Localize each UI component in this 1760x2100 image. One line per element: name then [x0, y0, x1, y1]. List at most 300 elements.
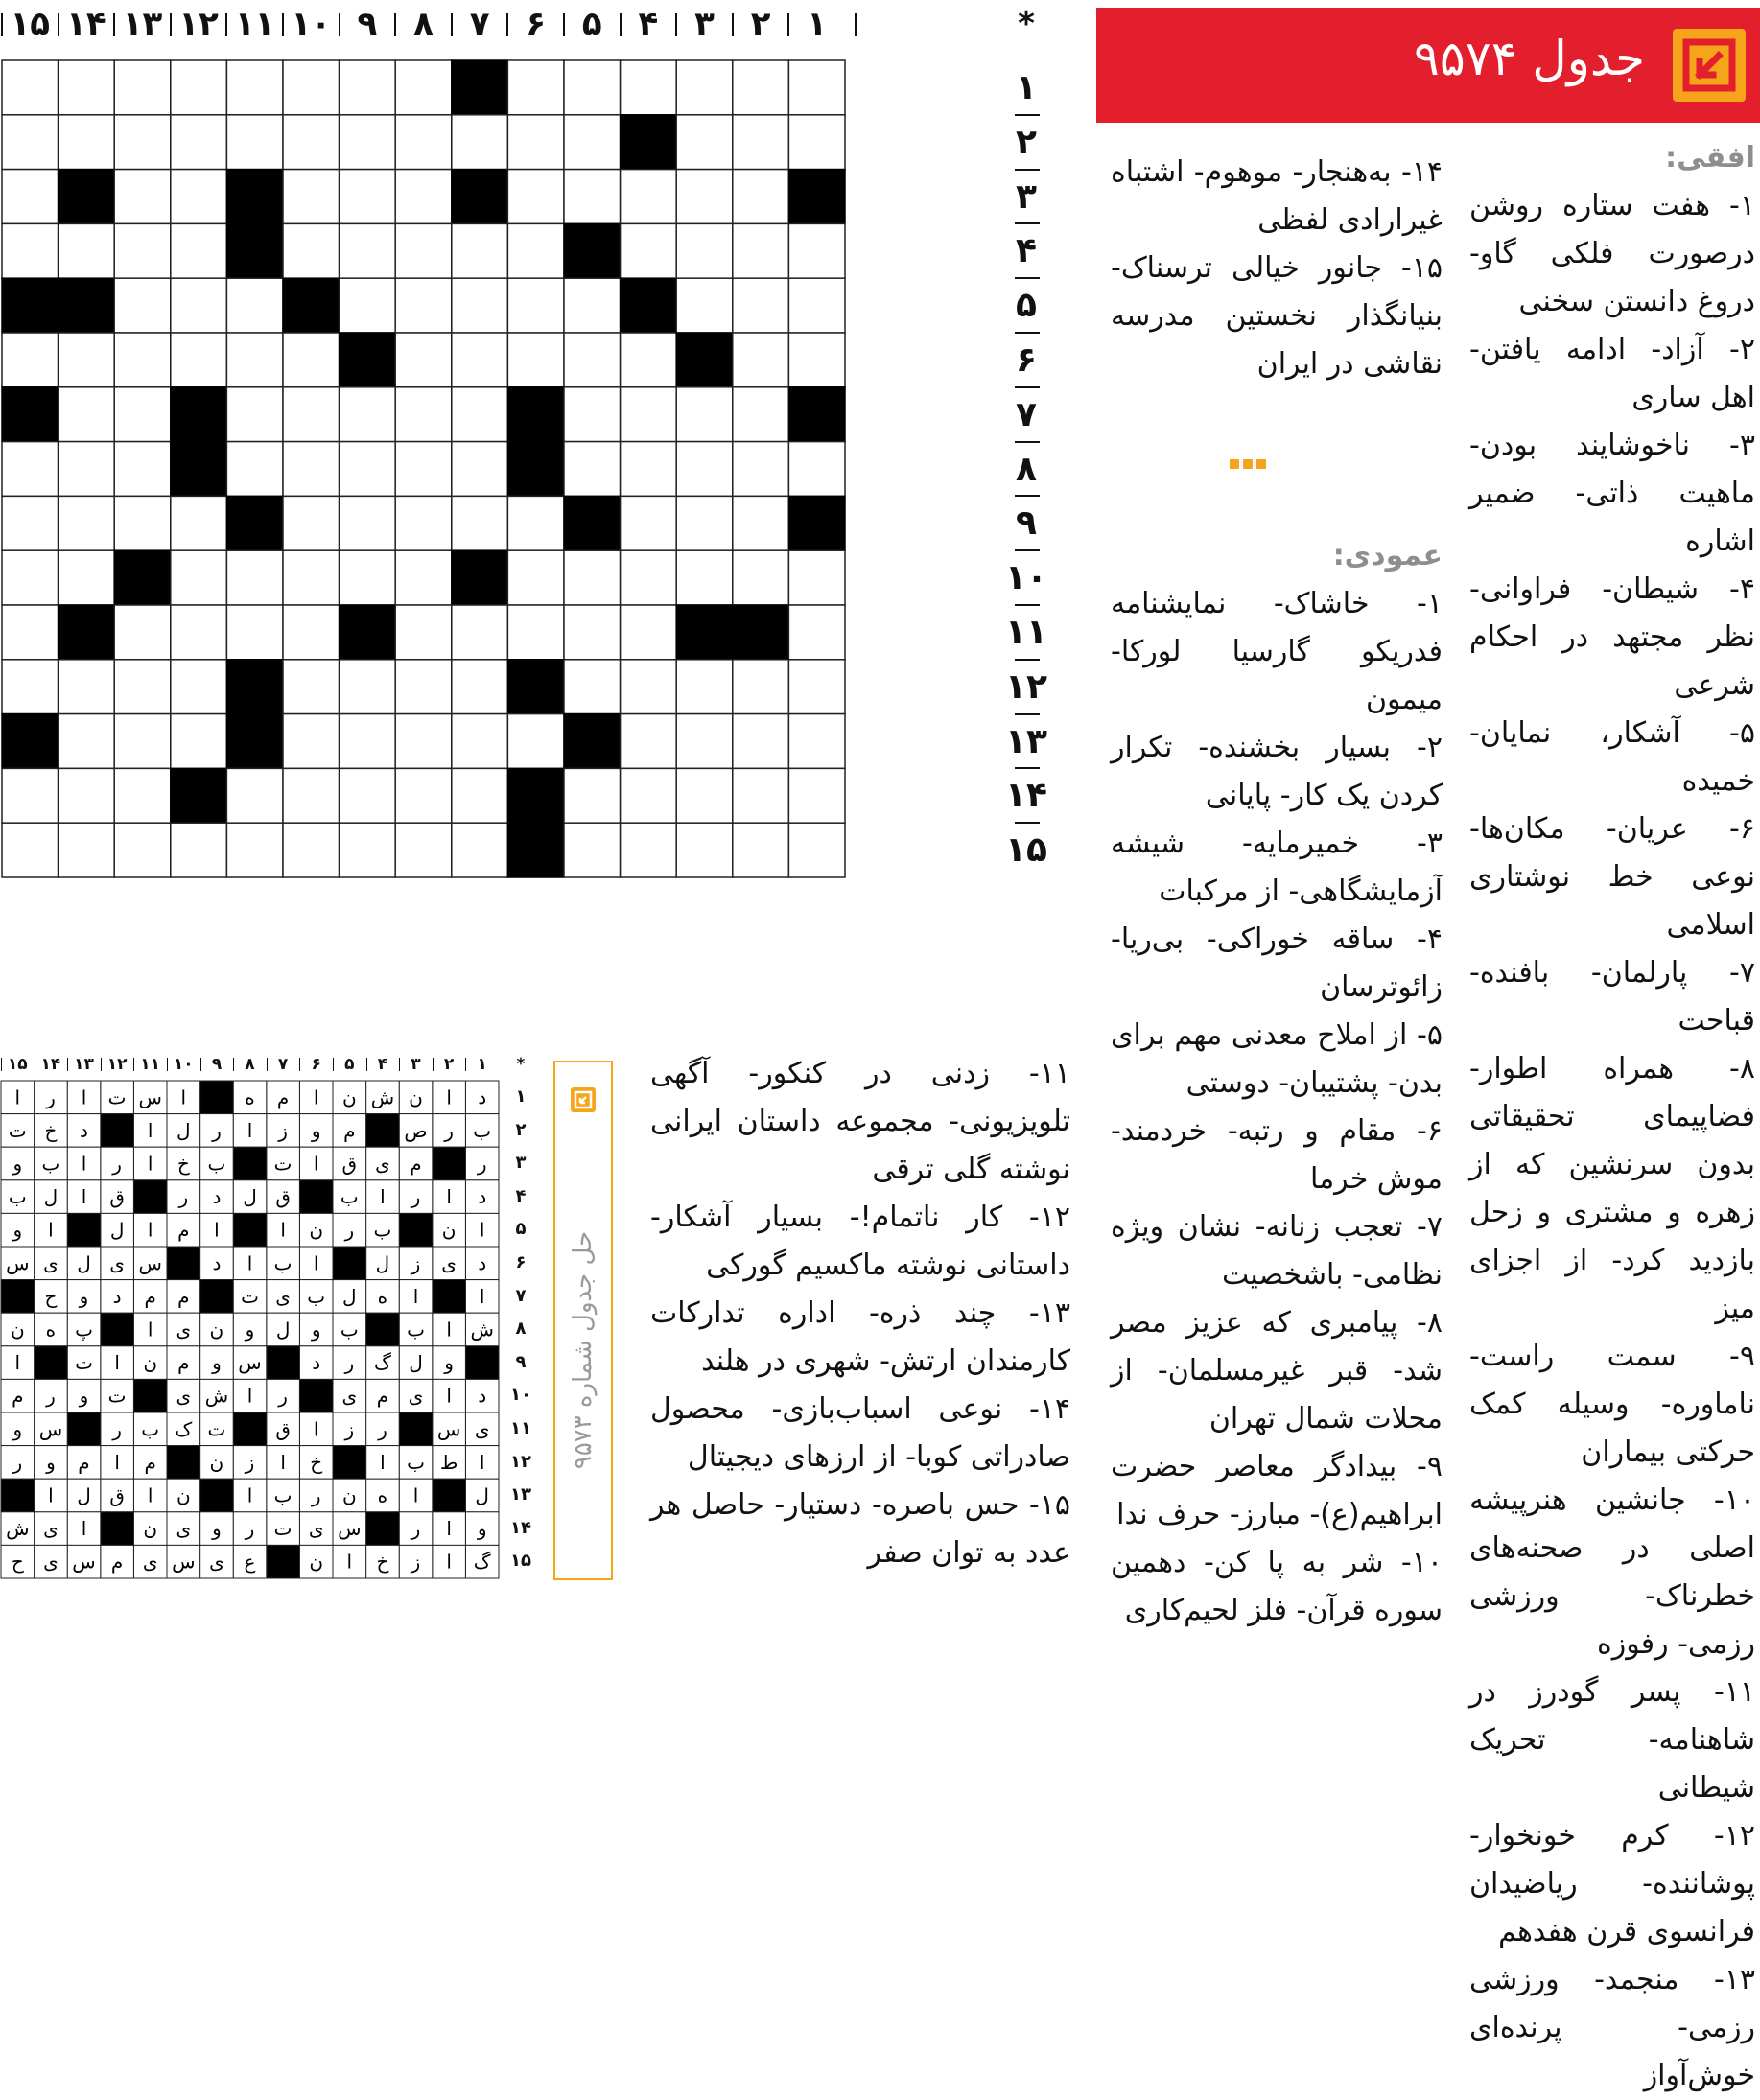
grid-cell[interactable]	[2, 115, 59, 170]
grid-cell[interactable]	[171, 496, 227, 550]
grid-cell[interactable]	[788, 768, 845, 823]
grid-cell[interactable]	[452, 496, 508, 550]
solution-letter: ا	[479, 1450, 485, 1474]
grid-cell[interactable]	[395, 496, 452, 550]
solution-letter: ا	[479, 1218, 485, 1242]
grid-cell[interactable]	[171, 550, 227, 605]
solution-black-cell	[67, 1213, 101, 1247]
grid-cell[interactable]	[395, 387, 452, 442]
black-cell	[564, 496, 621, 550]
solution-letter: و	[12, 1417, 23, 1441]
grid-cell[interactable]	[340, 223, 396, 278]
grid-cell[interactable]	[621, 768, 677, 823]
solution-letter: ا	[180, 1085, 187, 1109]
row-number: ۱۲	[1005, 666, 1047, 707]
grid-cell[interactable]	[452, 660, 508, 714]
grid-cell[interactable]	[676, 115, 733, 170]
column-number-header	[0, 0, 1045, 48]
column-number: ۱۵	[10, 5, 51, 43]
grid-cell[interactable]	[226, 768, 283, 823]
grid-cell[interactable]	[171, 333, 227, 387]
grid-cell[interactable]	[395, 768, 452, 823]
grid-cell[interactable]	[340, 714, 396, 769]
grid-cell[interactable]	[283, 333, 340, 387]
grid-cell[interactable]	[621, 442, 677, 497]
solution-letter: ا	[380, 1185, 386, 1209]
solution-letter: ا	[446, 1517, 452, 1541]
grid-cell[interactable]	[59, 223, 115, 278]
horizontal-clue: ۱۴- به‌هنجار- موهوم- اشتباه غیرارادی لفظی	[1111, 155, 1443, 237]
grid-cell[interactable]	[283, 115, 340, 170]
grid-cell[interactable]	[340, 823, 396, 877]
column-separator	[787, 13, 789, 36]
grid-cell[interactable]	[452, 442, 508, 497]
grid-cell[interactable]	[564, 115, 621, 170]
solution-black-cell	[299, 1379, 333, 1412]
solution-letter: خ	[376, 1550, 389, 1574]
grid-cell[interactable]	[621, 823, 677, 877]
grid-cell[interactable]	[59, 550, 115, 605]
grid-cell[interactable]	[395, 823, 452, 877]
grid-cell[interactable]	[114, 170, 171, 224]
solution-letter: و	[79, 1384, 89, 1408]
solution-column-number: ۱۰	[173, 1055, 194, 1074]
row-separator	[1015, 277, 1040, 279]
grid-cell[interactable]	[564, 442, 621, 497]
grid-cell[interactable]	[2, 605, 59, 660]
grid-cell[interactable]	[59, 60, 115, 115]
grid-cell[interactable]	[452, 115, 508, 170]
grid-cell[interactable]	[621, 223, 677, 278]
solution-letter: ا	[380, 1450, 386, 1474]
grid-cell[interactable]	[395, 115, 452, 170]
black-cell	[114, 550, 171, 605]
grid-cell[interactable]	[564, 660, 621, 714]
grid-cell[interactable]	[114, 442, 171, 497]
solution-letter: ا	[14, 1351, 21, 1375]
solution-letter: ا	[147, 1318, 153, 1342]
grid-cell[interactable]	[395, 333, 452, 387]
grid-cell[interactable]	[452, 278, 508, 333]
solution-column-number: ۱۴	[40, 1055, 61, 1074]
column-separator	[167, 1058, 168, 1071]
solution-letter: ا	[446, 1550, 452, 1574]
grid-cell[interactable]	[676, 660, 733, 714]
grid-cell[interactable]	[340, 115, 396, 170]
grid-cell[interactable]	[507, 60, 564, 115]
solution-letter: ز	[344, 1417, 355, 1441]
grid-cell[interactable]	[114, 714, 171, 769]
grid-cell[interactable]	[2, 442, 59, 497]
grid-cell[interactable]	[283, 223, 340, 278]
separator-dots	[1230, 455, 1270, 473]
grid-cell[interactable]	[788, 278, 845, 333]
grid-cell[interactable]	[621, 496, 677, 550]
grid-cell[interactable]	[788, 660, 845, 714]
solution-letter: ب	[307, 1284, 326, 1308]
grid-cell[interactable]	[283, 660, 340, 714]
grid-cell[interactable]	[676, 823, 733, 877]
grid-cell[interactable]	[452, 714, 508, 769]
horizontal-clue: ۱۲- کرم خونخوار- پوشاننده- ریاضیدان فرانسوی قرن هفدهم	[1469, 1819, 1755, 1948]
grid-cell[interactable]	[59, 387, 115, 442]
solution-letter: ن	[10, 1318, 25, 1342]
grid-cell[interactable]	[171, 278, 227, 333]
grid-cell[interactable]	[226, 823, 283, 877]
horizontal-clues-column-1	[1469, 134, 1755, 2100]
solution-header-star: *	[516, 1055, 526, 1074]
solution-black-cell	[433, 1147, 466, 1180]
grid-cell[interactable]	[452, 768, 508, 823]
grid-cell[interactable]	[2, 496, 59, 550]
grid-cell[interactable]	[733, 387, 789, 442]
grid-cell[interactable]	[59, 714, 115, 769]
grid-cell[interactable]	[171, 60, 227, 115]
solution-letter: ی	[176, 1384, 192, 1408]
grid-cell[interactable]	[171, 605, 227, 660]
black-cell	[59, 605, 115, 660]
grid-cell[interactable]	[114, 660, 171, 714]
grid-cell[interactable]	[676, 387, 733, 442]
grid-cell[interactable]	[733, 660, 789, 714]
column-separator	[399, 1058, 400, 1071]
grid-cell[interactable]	[788, 605, 845, 660]
solution-letter: ر	[178, 1185, 189, 1209]
grid-cell[interactable]	[621, 714, 677, 769]
grid-cell[interactable]	[621, 170, 677, 224]
solution-letter: ا	[147, 1483, 153, 1507]
grid-cell[interactable]	[395, 442, 452, 497]
grid-cell[interactable]	[2, 550, 59, 605]
grid-cell[interactable]	[452, 605, 508, 660]
grid-cell[interactable]	[395, 550, 452, 605]
solution-letter: ب	[273, 1483, 293, 1507]
grid-cell[interactable]	[395, 223, 452, 278]
solution-column-number: ۶	[311, 1055, 321, 1074]
grid-cell[interactable]	[226, 278, 283, 333]
horizontal-clue: ۷- پارلمان- بافنده- قباحت	[1469, 956, 1755, 1038]
solution-letter: ح	[44, 1284, 58, 1308]
grid-cell[interactable]	[283, 387, 340, 442]
grid-cell[interactable]	[395, 170, 452, 224]
grid-cell[interactable]	[733, 823, 789, 877]
corner-arrow-icon	[571, 1087, 596, 1112]
grid-cell[interactable]	[621, 605, 677, 660]
grid-cell[interactable]	[59, 496, 115, 550]
grid-cell[interactable]	[226, 60, 283, 115]
grid-cell[interactable]	[340, 496, 396, 550]
solution-letter: ر	[46, 1085, 56, 1109]
solution-letter: ت	[107, 1085, 127, 1109]
solution-letter: م	[276, 1085, 290, 1109]
grid-cell[interactable]	[788, 333, 845, 387]
grid-cell[interactable]	[283, 823, 340, 877]
grid-cell[interactable]	[171, 223, 227, 278]
grid-cell[interactable]	[59, 768, 115, 823]
grid-cell[interactable]	[676, 768, 733, 823]
solution-letter: ب	[141, 1417, 160, 1441]
solution-black-cell	[333, 1247, 366, 1280]
grid-cell[interactable]	[395, 660, 452, 714]
grid-cell[interactable]	[564, 60, 621, 115]
solution-row-number: ۱۰	[510, 1385, 531, 1406]
solution-letter: ا	[313, 1251, 319, 1275]
grid-cell[interactable]	[283, 550, 340, 605]
solution-letter: م	[343, 1118, 356, 1142]
vertical-clue: ۵- از املاح معدنی مهم برای بدن- پشتیبان- دوستی	[1111, 1018, 1443, 1100]
grid-cell[interactable]	[621, 333, 677, 387]
grid-cell[interactable]	[114, 115, 171, 170]
grid-cell[interactable]	[340, 170, 396, 224]
grid-cell[interactable]	[621, 550, 677, 605]
grid-cell[interactable]	[226, 387, 283, 442]
grid-cell[interactable]	[226, 605, 283, 660]
grid-cell[interactable]	[564, 823, 621, 877]
grid-cell[interactable]	[676, 60, 733, 115]
solution-letter: ب	[473, 1118, 492, 1142]
column-separator	[225, 13, 227, 36]
grid-cell[interactable]	[676, 496, 733, 550]
column-separator	[394, 13, 396, 36]
grid-cell[interactable]	[507, 115, 564, 170]
grid-cell[interactable]	[2, 823, 59, 877]
grid-cell[interactable]	[676, 278, 733, 333]
solution-letter: ه	[377, 1284, 388, 1308]
grid-cell[interactable]	[340, 550, 396, 605]
grid-cell[interactable]	[676, 714, 733, 769]
solution-letter: گ	[373, 1351, 391, 1375]
solution-black-cell	[233, 1412, 267, 1446]
grid-cell[interactable]	[395, 60, 452, 115]
grid-cell[interactable]	[452, 823, 508, 877]
column-separator	[563, 13, 565, 36]
grid-cell[interactable]	[114, 605, 171, 660]
solution-row-number: ۱	[515, 1086, 527, 1107]
grid-cell[interactable]	[283, 442, 340, 497]
grid-cell[interactable]	[114, 496, 171, 550]
horizontal-clue: ۲- آزاد- ادامه یافتن- اهل ساری	[1469, 333, 1755, 414]
grid-cell[interactable]	[114, 223, 171, 278]
grid-cell[interactable]	[507, 496, 564, 550]
grid-cell[interactable]	[733, 223, 789, 278]
grid-cell[interactable]	[676, 170, 733, 224]
solution-letter: ر	[278, 1384, 288, 1408]
grid-cell[interactable]	[59, 442, 115, 497]
black-cell	[2, 278, 59, 333]
grid-cell[interactable]	[733, 442, 789, 497]
horizontal-clue: ۶- عریان- مکان‌ها- نوعی خط نوشتاری اسلامی	[1469, 812, 1755, 942]
grid-cell[interactable]	[676, 223, 733, 278]
grid-cell[interactable]	[283, 170, 340, 224]
grid-cell[interactable]	[507, 223, 564, 278]
grid-cell[interactable]	[59, 823, 115, 877]
solution-column-number: ۳	[411, 1055, 421, 1074]
grid-cell[interactable]	[340, 660, 396, 714]
grid-cell[interactable]	[788, 550, 845, 605]
solution-letter: ن	[209, 1450, 224, 1474]
grid-cell[interactable]	[2, 660, 59, 714]
grid-cell[interactable]	[114, 768, 171, 823]
grid-cell[interactable]	[171, 660, 227, 714]
solution-black-cell	[200, 1280, 234, 1314]
column-separator	[339, 13, 340, 36]
grid-cell[interactable]	[564, 550, 621, 605]
solution-black-cell	[67, 1412, 101, 1446]
crossword-grid[interactable]	[0, 58, 986, 987]
grid-cell[interactable]	[621, 660, 677, 714]
solution-letter: ی	[308, 1517, 324, 1541]
grid-cell[interactable]	[733, 333, 789, 387]
grid-cell[interactable]	[788, 823, 845, 877]
grid-cell[interactable]	[507, 714, 564, 769]
black-cell	[507, 387, 564, 442]
grid-cell[interactable]	[226, 333, 283, 387]
black-cell	[788, 170, 845, 224]
grid-cell[interactable]	[114, 333, 171, 387]
grid-cell[interactable]	[788, 714, 845, 769]
grid-cell[interactable]	[507, 170, 564, 224]
grid-cell[interactable]	[114, 823, 171, 877]
grid-cell[interactable]	[59, 115, 115, 170]
grid-cell[interactable]	[2, 60, 59, 115]
grid-cell[interactable]	[733, 278, 789, 333]
grid-cell[interactable]	[2, 170, 59, 224]
grid-cell[interactable]	[226, 115, 283, 170]
grid-cell[interactable]	[2, 333, 59, 387]
grid-cell[interactable]	[621, 60, 677, 115]
grid-cell[interactable]	[283, 60, 340, 115]
solution-letter: ا	[446, 1085, 452, 1109]
column-number: ۴	[638, 5, 659, 43]
column-separator	[1, 13, 3, 36]
grid-cell[interactable]	[2, 768, 59, 823]
grid-cell[interactable]	[564, 278, 621, 333]
solution-letter: ا	[446, 1185, 452, 1209]
solution-letter: ن	[409, 1085, 423, 1109]
grid-cell[interactable]	[171, 823, 227, 877]
grid-cell[interactable]	[676, 442, 733, 497]
solution-column-number: ۱	[477, 1055, 487, 1074]
solution-black-cell	[167, 1247, 200, 1280]
solution-letter: د	[212, 1251, 222, 1275]
solution-letter: س	[238, 1351, 262, 1375]
grid-cell[interactable]	[114, 60, 171, 115]
grid-cell[interactable]	[2, 223, 59, 278]
grid-cell[interactable]	[564, 387, 621, 442]
grid-cell[interactable]	[395, 714, 452, 769]
horizontal-clues-column-2	[1111, 149, 1443, 388]
grid-cell[interactable]	[283, 768, 340, 823]
black-cell	[452, 60, 508, 115]
grid-cell[interactable]	[395, 605, 452, 660]
grid-cell[interactable]	[59, 333, 115, 387]
grid-cell[interactable]	[340, 278, 396, 333]
black-cell	[171, 768, 227, 823]
grid-cell[interactable]	[788, 442, 845, 497]
grid-cell[interactable]	[395, 278, 452, 333]
grid-cell[interactable]	[452, 223, 508, 278]
page-title: جدول ۹۵۷۴	[1414, 31, 1645, 86]
grid-cell[interactable]	[564, 333, 621, 387]
grid-cell[interactable]	[621, 387, 677, 442]
grid-cell[interactable]	[114, 278, 171, 333]
solution-letter: ط	[439, 1450, 458, 1474]
grid-cell[interactable]	[283, 605, 340, 660]
solution-letter: ا	[313, 1085, 319, 1109]
solution-row-number: ۸	[515, 1318, 527, 1340]
grid-cell[interactable]	[507, 550, 564, 605]
grid-cell[interactable]	[788, 60, 845, 115]
grid-cell[interactable]	[733, 496, 789, 550]
row-number: ۱۳	[1005, 721, 1047, 761]
grid-cell[interactable]	[507, 605, 564, 660]
grid-cell[interactable]	[564, 605, 621, 660]
grid-cell[interactable]	[171, 170, 227, 224]
grid-cell[interactable]	[733, 714, 789, 769]
solution-letter: ی	[209, 1550, 224, 1574]
grid-cell[interactable]	[676, 550, 733, 605]
black-cell	[226, 170, 283, 224]
solution-letter: ا	[246, 1251, 253, 1275]
grid-cell[interactable]	[564, 768, 621, 823]
column-separator	[299, 1058, 300, 1071]
row-separator	[1015, 441, 1040, 443]
grid-cell[interactable]	[733, 170, 789, 224]
vertical-clue: ۷- تعجب زنانه- نشان ویژه نظامی- باشخصیت	[1111, 1210, 1443, 1292]
solution-letter: ر	[245, 1517, 255, 1541]
solution-letter: ر	[477, 1152, 487, 1176]
grid-cell[interactable]	[788, 223, 845, 278]
grid-cell[interactable]	[340, 387, 396, 442]
vertical-clue: ۹- بیدادگر معاصر حضرت ابراهیم(ع)- مبارز- حرف ندا	[1111, 1450, 1443, 1531]
solution-black-cell	[267, 1545, 300, 1578]
grid-cell[interactable]	[733, 115, 789, 170]
grid-cell[interactable]	[733, 550, 789, 605]
horizontal-clue: ۵- آشکار، نمایان- خمیده	[1469, 716, 1755, 798]
grid-cell[interactable]	[733, 60, 789, 115]
grid-cell[interactable]	[507, 278, 564, 333]
grid-cell[interactable]	[171, 115, 227, 170]
grid-cell[interactable]	[564, 170, 621, 224]
grid-cell[interactable]	[788, 115, 845, 170]
grid-cell[interactable]	[114, 387, 171, 442]
solution-letter: ا	[48, 1483, 54, 1507]
grid-cell[interactable]	[171, 714, 227, 769]
grid-cell[interactable]	[733, 768, 789, 823]
grid-cell[interactable]	[226, 550, 283, 605]
grid-cell[interactable]	[452, 333, 508, 387]
grid-cell[interactable]	[507, 333, 564, 387]
grid-cell[interactable]	[283, 496, 340, 550]
puzzle-header	[1096, 8, 1760, 123]
grid-cell[interactable]	[340, 60, 396, 115]
grid-cell[interactable]	[452, 387, 508, 442]
grid-cell[interactable]	[59, 660, 115, 714]
solution-column-number: ۴	[377, 1055, 388, 1074]
grid-cell[interactable]	[340, 768, 396, 823]
grid-cell[interactable]	[283, 714, 340, 769]
grid-cell[interactable]	[340, 442, 396, 497]
solution-letter: و	[12, 1218, 23, 1242]
grid-cell[interactable]	[226, 442, 283, 497]
black-cell	[507, 442, 564, 497]
solution-letter: ق	[275, 1185, 291, 1209]
solution-letter: ل	[109, 1218, 125, 1242]
black-cell	[621, 115, 677, 170]
solution-black-cell	[267, 1346, 300, 1380]
solution-letter: م	[144, 1284, 156, 1308]
solution-letter: ه	[245, 1085, 255, 1109]
